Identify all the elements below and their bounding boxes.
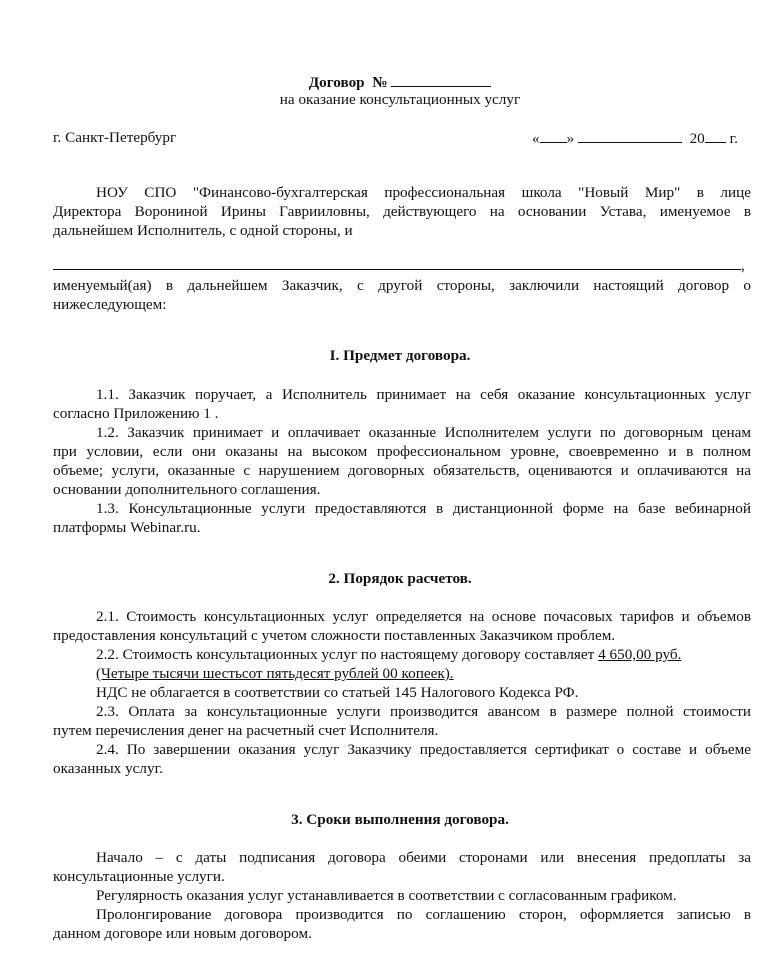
section-heading-1: I. Предмет договора. bbox=[329, 347, 471, 364]
customer-name-blank[interactable] bbox=[53, 255, 741, 270]
year-suffix: г. bbox=[729, 130, 738, 147]
clause-2-3-cont: путем перечисления денег на расчетный счет Исполнителя. bbox=[53, 722, 439, 739]
clause-2-4: 2.4. По завершении оказания услуг Заказчику предоставляется сертификат о составе и объеме bbox=[96, 741, 751, 758]
month-blank[interactable] bbox=[578, 128, 682, 143]
clause-1-1: 1.1. Заказчик поручает, а Исполнитель принимает на себя оказание консультационных услуг bbox=[96, 386, 751, 403]
quote-open: « bbox=[532, 130, 540, 147]
clause-2-1: 2.1. Стоимость консультационных услуг определяется на основе почасовых тарифов и объемов bbox=[96, 608, 751, 625]
preamble-line-5: нижеследующем: bbox=[53, 296, 167, 313]
contract-subtitle: на оказание консультационных услуг bbox=[279, 91, 521, 108]
price-words bbox=[53, 664, 751, 683]
clause-2-2 bbox=[53, 645, 751, 664]
number-sign: № bbox=[372, 74, 388, 91]
clause-1-1-cont: согласно Приложению 1 . bbox=[53, 405, 219, 422]
term-prolongation: Пролонгирование договора производится по соглашению сторон, оформляется записью в bbox=[96, 906, 751, 923]
clause-2-1-cont: предоставления консультаций с учетом сложности поставленных Заказчиком проблем. bbox=[53, 627, 616, 644]
preamble-line-4: именуемый(ая) в дальнейшем Заказчик, с другой стороны, заключили настоящий договор о bbox=[53, 277, 751, 294]
city: г. Санкт-Петербург bbox=[53, 129, 177, 146]
price-amount: 4 650,00 руб. bbox=[598, 646, 682, 663]
contract-number-blank[interactable] bbox=[391, 72, 491, 87]
title-word: Договор bbox=[308, 74, 365, 91]
year-prefix: 20 bbox=[689, 130, 705, 147]
quote-close: » bbox=[566, 130, 575, 147]
day-blank[interactable] bbox=[540, 128, 567, 143]
clause-1-3-cont: платформы Webinar.ru. bbox=[53, 519, 201, 536]
term-start: Начало – с даты подписания договора обеими сторонами или внесения предоплаты за bbox=[96, 849, 751, 866]
clause-1-2: 1.2. Заказчик принимает и оплачивает оказанные Исполнителем услуги по договорным ценам bbox=[96, 424, 751, 441]
clause-2-4-cont: оказанных услуг. bbox=[53, 760, 163, 777]
term-regularity: Регулярность оказания услуг устанавливается в соответствии с согласованным графиком. bbox=[96, 887, 677, 904]
term-start-cont: консультационные услуги. bbox=[53, 868, 225, 885]
clause-1-2-cont-2: объеме; услуги, оказанные с нарушением договорных обязательств, оцениваются и оплачиваются на bbox=[53, 462, 751, 479]
price-in-words: (Четыре тысячи шестьсот пятьдесят рублей 00 копеек). bbox=[96, 665, 454, 682]
blank-comma: , bbox=[741, 257, 745, 274]
preamble-line-1: НОУ СПО "Финансово-бухгалтерская профессиональная школа "Новый Мир" в лице bbox=[96, 184, 751, 201]
vat-note: НДС не облагается в соответствии со статьей 145 Налогового Кодекса РФ. bbox=[96, 684, 579, 701]
clause-1-3: 1.3. Консультационные услуги предоставляются в дистанционной форме на базе вебинарной bbox=[96, 500, 751, 517]
clause-2-3: 2.3. Оплата за консультационные услуги производится авансом в размере полной стоимости bbox=[96, 703, 751, 720]
preamble-line-3: дальнейшем Исполнитель, с одной стороны, и bbox=[53, 222, 353, 239]
clause-1-2-cont-3: основании дополнительного соглашения. bbox=[53, 481, 321, 498]
term-prolongation-cont: данном договоре или новым договором. bbox=[53, 925, 312, 942]
section-heading-2: 2. Порядок расчетов. bbox=[328, 570, 472, 587]
section-heading-3: 3. Сроки выполнения договора. bbox=[291, 811, 509, 828]
date-line bbox=[532, 128, 738, 148]
preamble-line-2: Директора Ворониной Ирины Гаврииловны, действующего на основании Устава, именуемое в bbox=[53, 203, 751, 220]
contract-title bbox=[0, 72, 769, 92]
year-blank[interactable] bbox=[705, 128, 726, 143]
clause-1-2-cont-1: при условии, если они оказаны на высоком профессиональном уровне, своевременно и в полном bbox=[53, 443, 751, 460]
clause-2-2-text: 2.2. Стоимость консультационных услуг по настоящему договору составляет bbox=[96, 646, 595, 663]
